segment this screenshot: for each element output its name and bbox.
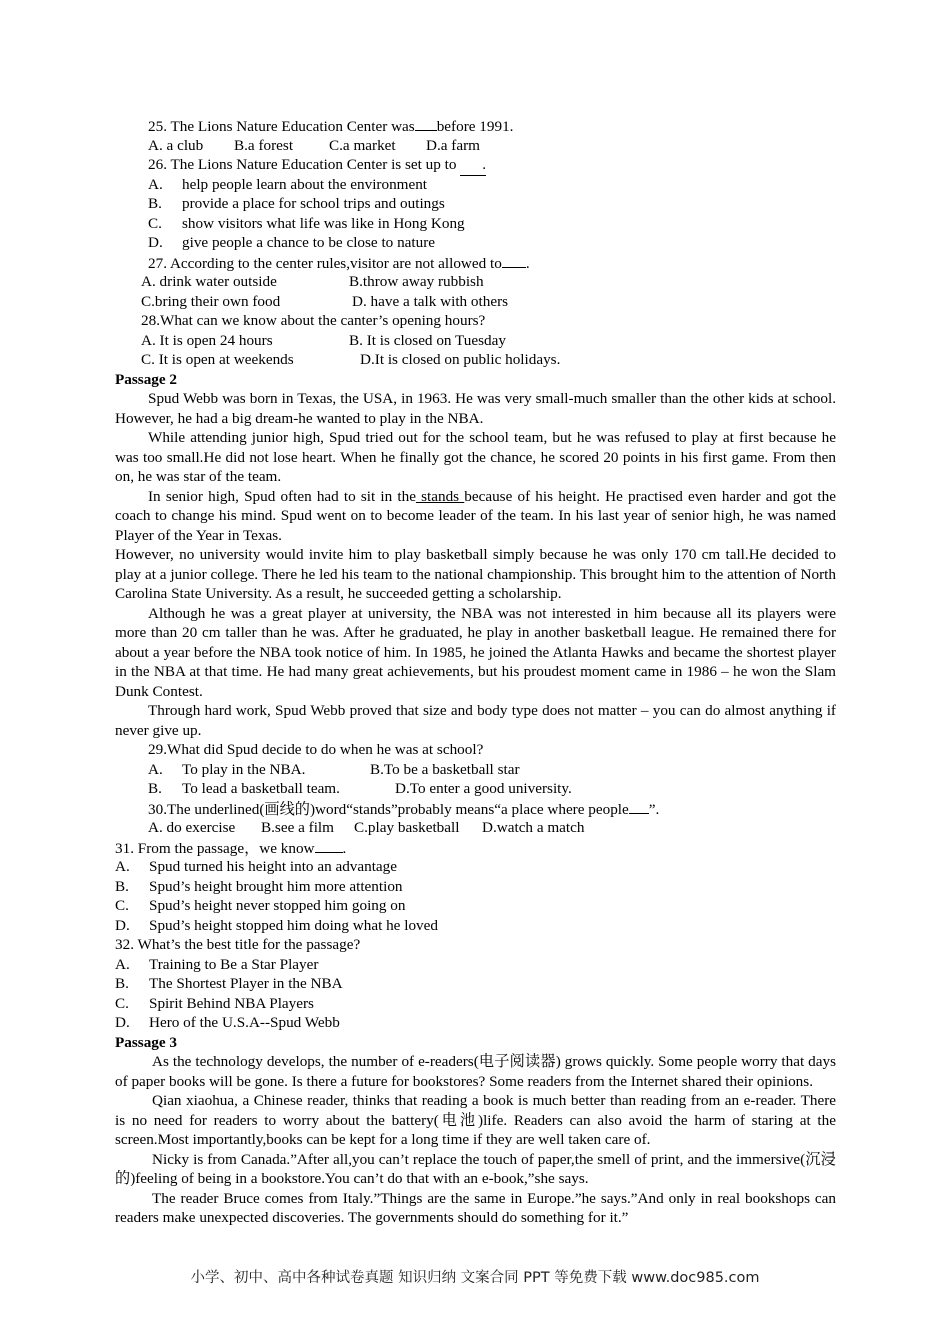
option-letter: C. — [115, 994, 129, 1012]
q31-option-c — [115, 896, 836, 916]
passage-2-paragraph-5: Although he was a great player at university, the NBA was not interested in him because all its players were more than 20 cm taller than he was. After he graduated, he play in another basketball league. He remained there for about a year before the NBA took notice of him. In 1985, he joined the Atlanta Hawks and became the shortest player in the NBA at that time. He had many great achievements, but his proudest moment came in 1986 – he won the Slam Dunk Contest. — [115, 604, 836, 700]
option-letter: B. — [148, 195, 162, 212]
option-letter: B. — [115, 975, 129, 992]
q31-option-d — [115, 916, 836, 936]
option-letter: B. — [148, 780, 162, 797]
option-letter: B. — [115, 877, 129, 895]
passage-3-paragraph-1: As the technology develops, the number of e-readers(电子阅读器) grows quickly. Some people worry that days of paper books will be gone. Is there a future for bookstores? Some readers from the Internet shared their opinions. — [115, 1053, 836, 1090]
q28-option-d: D.It is closed on public holidays. — [360, 351, 561, 368]
q30-option-d: D.watch a match — [482, 819, 585, 836]
passage-2-paragraph-3 — [115, 487, 836, 546]
q28-option-b: B. It is closed on Tuesday — [349, 331, 506, 349]
q27-options-row1 — [115, 272, 836, 292]
page-footer: 小学、初中、高中各种试卷真题 知识归纳 文案合同 PPT 等免费下载 www.doc985.com — [190, 1270, 760, 1286]
q32-option-d — [115, 1013, 836, 1033]
q27-option-c: C.bring their own food — [141, 292, 281, 310]
answer-blank — [502, 253, 526, 268]
option-letter: A. — [148, 175, 163, 193]
q29-option-a: To play in the NBA. — [182, 760, 306, 778]
q29-option-c: To lead a basketball team. — [182, 780, 340, 797]
q27-stem: 27. According to the center rules,visitor are not allowed to — [148, 254, 502, 272]
q32-option-a — [115, 955, 836, 975]
q26-option-b — [115, 194, 836, 214]
q28-option-a: A. It is open 24 hours — [141, 331, 273, 349]
passage-2-paragraph-4: However, no university would invite him to play basketball simply because he was only 170 cm tall.He decided to play at a junior college. There he led his team to the national championship. This brought him to the attention of North Carolina State University. As a result, he succeeded getting a scholarship. — [115, 546, 836, 602]
option-text: Spud turned his height into an advantage — [149, 858, 398, 875]
q27-option-a: A. drink water outside — [141, 273, 277, 290]
q27-option-d: D. have a talk with others — [352, 292, 509, 310]
option-text: Training to Be a Star Player — [149, 955, 319, 973]
question-26 — [115, 155, 836, 175]
option-letter: C. — [115, 897, 129, 914]
q32-option-b — [115, 974, 836, 994]
q29-option-d: D.To enter a good university. — [395, 780, 572, 797]
paragraph-text: because of his height. He practised even harder and got the coach to change his mind. Spud went on to become leader of the team. In his last year of senior high, he was named Player of the Year in Texas. — [115, 487, 836, 544]
q29-option-b: B.To be a basketball star — [370, 760, 520, 778]
passage-2-paragraph-1: Spud Webb was born in Texas, the USA, in 1963. He was very small-much smaller than the other kids at school. However, he had a big dream-he wanted to play in the NBA. — [115, 390, 836, 427]
q30-stem-end: ”. — [648, 800, 660, 818]
question-25 — [115, 116, 836, 136]
option-letter: D. — [115, 1014, 130, 1031]
passage-2-paragraph-2: While attending junior high, Spud tried out for the school team, but he was refused to play at first because he was too small.He did not lose heart. When he finally got the chance, he scored 20 points in his first game. From then on, he was star of the team. — [115, 429, 836, 485]
option-letter: D. — [115, 916, 130, 934]
option-text: Spud’s height brought him more attention — [149, 877, 403, 895]
q25-options — [115, 136, 836, 156]
passage-3-body — [115, 1052, 836, 1228]
q28-stem: 28.What can we know about the canter’s opening hours? — [141, 312, 486, 329]
answer-blank — [460, 155, 486, 176]
question-30 — [115, 799, 836, 819]
q32-option-c — [115, 994, 836, 1014]
q28-options-row1 — [115, 331, 836, 351]
q25-option-d: D.a farm — [426, 136, 480, 154]
option-text: help people learn about the environment — [182, 175, 428, 193]
option-letter: A. — [148, 760, 163, 778]
q31-stem-end: . — [342, 839, 347, 857]
q28-option-c: C. It is open at weekends — [141, 351, 294, 368]
passage-3-paragraph-3: Nicky is from Canada.”After all,you can’t replace the touch of paper,the smell of print, and the immersive(沉浸的)feeling of being in a bookstore.You can’t do that with an e-book,”she says. — [115, 1150, 836, 1187]
answer-blank — [415, 116, 437, 131]
q28-options-row2 — [115, 350, 836, 370]
q27-option-b: B.throw away rubbish — [349, 273, 484, 290]
q30-option-a: A. do exercise — [148, 819, 236, 836]
q26-stem-end: . — [482, 156, 487, 173]
passage-2-heading: Passage 2 — [115, 370, 178, 388]
q29-options-row1 — [115, 760, 836, 780]
q27-options-row2 — [115, 292, 836, 312]
option-text: Spud’s height never stopped him going on — [149, 897, 406, 914]
option-letter: C. — [148, 214, 162, 232]
option-text: provide a place for school trips and outings — [182, 195, 445, 212]
question-28 — [115, 311, 836, 331]
option-text: The Shortest Player in the NBA — [149, 975, 343, 992]
q29-options-row2 — [115, 779, 836, 799]
question-27 — [115, 253, 836, 273]
q27-stem-end: . — [525, 254, 530, 272]
q26-option-a — [115, 175, 836, 195]
passage-2-body — [115, 389, 836, 740]
document-body — [115, 116, 836, 1228]
passage-3-paragraph-2: Qian xiaohua, a Chinese reader, thinks that reading a book is much better than reading from an e-reader. There is no need for readers to worry about the battery(电池)life. Readers can also avoid the harm of staring at the screen.Most importantly,books can be kept for a long time if they are well taken care of. — [115, 1092, 836, 1148]
q25-stem-end: before 1991. — [436, 118, 514, 135]
q25-option-c: C.a market — [329, 136, 396, 154]
q30-stem: 30.The underlined(画线的)word“stands”probably means“a place where people — [148, 800, 629, 818]
underlined-word-stands: stands — [415, 487, 465, 505]
q25-option-a: A. a club — [148, 136, 204, 154]
answer-blank — [629, 799, 649, 814]
q26-option-d — [115, 233, 836, 253]
option-text: Spud’s height stopped him doing what he loved — [149, 916, 438, 934]
q31-option-a — [115, 857, 836, 877]
q30-options — [115, 818, 836, 838]
question-31 — [115, 838, 836, 858]
option-text: Spirit Behind NBA Players — [149, 994, 314, 1012]
option-letter: D. — [148, 234, 163, 251]
option-text: give people a chance to be close to nature — [182, 234, 436, 251]
option-text: Hero of the U.S.A--Spud Webb — [149, 1014, 340, 1031]
q30-option-c: C.play basketball — [354, 819, 460, 836]
passage-2-paragraph-6: Through hard work, Spud Webb proved that size and body type does not matter – you can do almost anything if never give up. — [115, 702, 836, 739]
q26-option-c — [115, 214, 836, 234]
q25-option-b: B.a forest — [234, 136, 294, 154]
answer-blank — [315, 838, 343, 853]
option-letter: A. — [115, 858, 130, 875]
q26-stem: 26. The Lions Nature Education Center is set up to — [148, 156, 457, 173]
question-29: 29.What did Spud decide to do when he was at school? — [148, 741, 484, 758]
q30-option-b: B.see a film — [261, 819, 334, 836]
question-32: 32. What’s the best title for the passage? — [115, 936, 361, 953]
q25-stem: 25. The Lions Nature Education Center was — [148, 118, 415, 135]
option-letter: A. — [115, 955, 130, 973]
option-text: show visitors what life was like in Hong Kong — [182, 214, 465, 232]
passage-3-heading: Passage 3 — [115, 1033, 178, 1051]
passage-3-paragraph-4: The reader Bruce comes from Italy.”Things are the same in Europe.”he says.”And only in real bookshops can readers make unexpected discoveries. The governments should do something for it.” — [115, 1189, 836, 1226]
q31-option-b — [115, 877, 836, 897]
paragraph-text: In senior high, Spud often had to sit in the — [148, 487, 416, 505]
q31-stem: 31. From the passage，we know — [115, 839, 315, 857]
